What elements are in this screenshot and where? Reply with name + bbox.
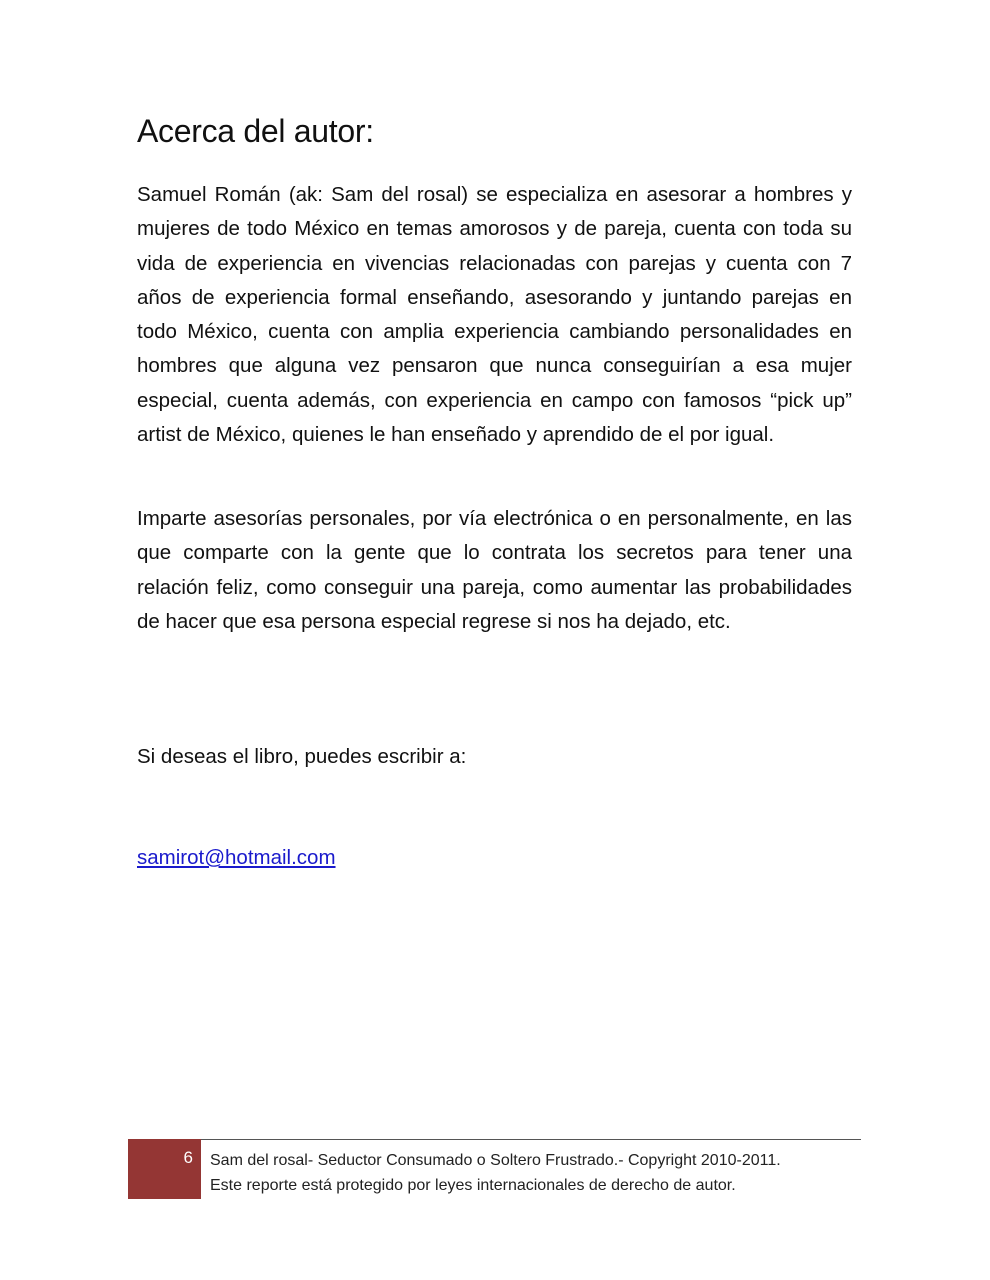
author-bio-paragraph: Samuel Román (ak: Sam del rosal) se especializa en asesorar a hombres y mujeres de todo México en temas amorosos y de pareja, cuenta con toda su vida de experiencia en vivencias relacionadas con parejas y cuenta con 7 años de experiencia formal enseñando, asesorando y juntando parejas en todo México, cuenta con amplia experiencia cambiando personalidades en hombres que alguna vez pensaron que nunca conseguirían a esa mujer especial, cuenta además, con experiencia en campo con famosos “pick up” artist de México, quienes le han enseñado y aprendido de el por igual. [137, 183, 852, 447]
email-link[interactable]: samirot@hotmail.com [137, 846, 336, 869]
services-paragraph: Imparte asesorías personales, por vía electrónica o en personalmente, en las que comparte con la gente que lo contrata los secretos para tener una relación feliz, como conseguir una pareja, como aumentar las probabilidades de hacer que esa persona especial regrese si nos ha dejado, etc. [137, 507, 852, 633]
footer-page-badge [128, 1139, 201, 1199]
footer-line-1: Sam del rosal- Seductor Consumado o Soltero Frustrado.- Copyright 2010-2011. [210, 1152, 781, 1169]
footer-line-2: Este reporte está protegido por leyes internacionales de derecho de autor. [210, 1177, 736, 1194]
footer-copyright [210, 1148, 781, 1198]
page-title: Acerca del autor: [137, 113, 374, 149]
contact-prompt: Si deseas el libro, puedes escribir a: [137, 745, 467, 768]
footer-divider [128, 1139, 861, 1140]
page-number: 6 [183, 1148, 193, 1167]
